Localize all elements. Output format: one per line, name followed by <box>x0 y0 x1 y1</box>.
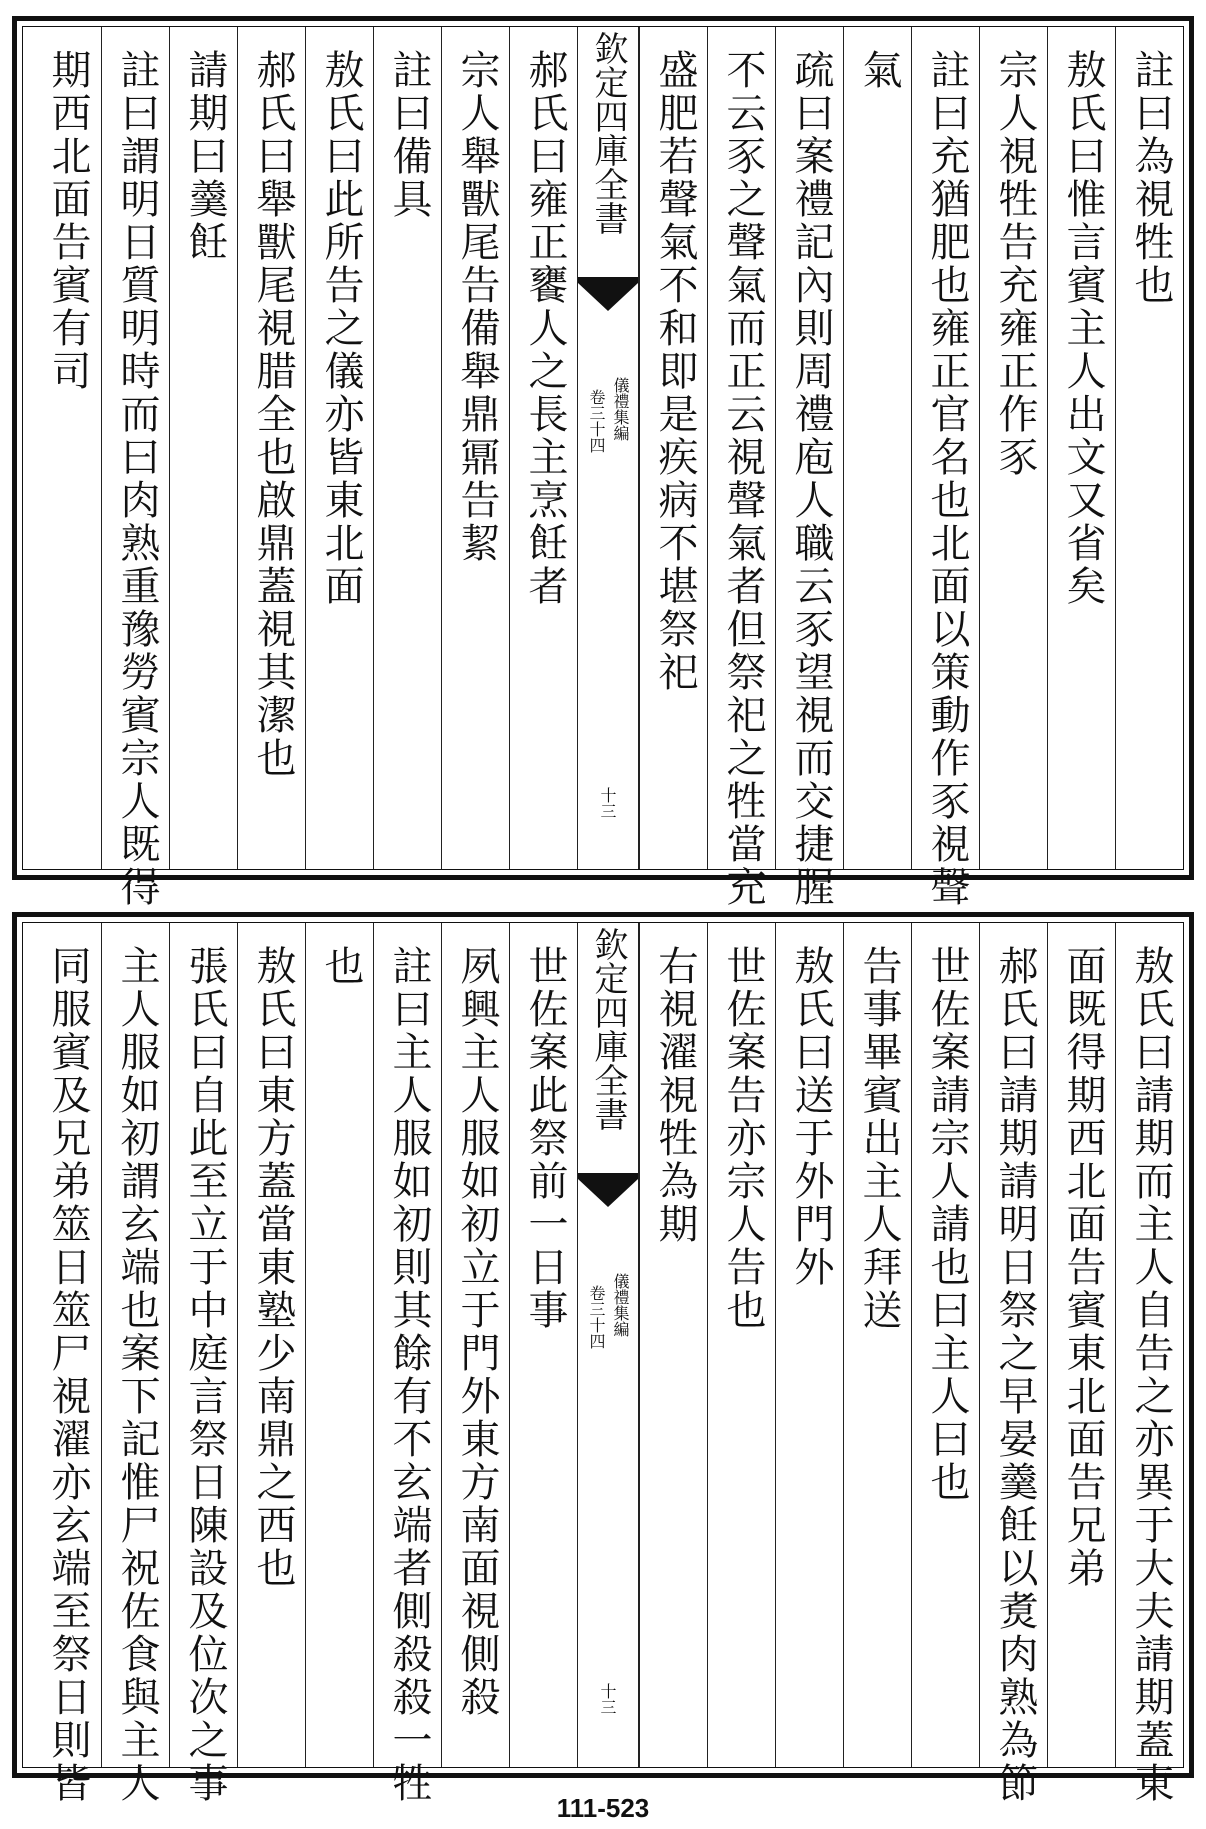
text-column <box>237 923 305 1767</box>
column-text: 盛肥若聲氣不和即是疾病不堪祭祀 <box>652 49 698 694</box>
fishtail-mark-icon <box>578 1173 638 1213</box>
column-text: 同服賓及兄弟筮日筮尸視濯亦玄端至祭日則皆 <box>45 945 91 1805</box>
text-column <box>843 923 911 1767</box>
text-column <box>911 27 979 909</box>
text-column <box>1115 923 1183 1805</box>
text-column <box>979 27 1047 869</box>
column-text: 疏曰案禮記內則周禮庖人職云豕望視而交捷腥 <box>788 49 834 909</box>
center-fold-band <box>577 27 639 869</box>
text-column <box>101 27 169 909</box>
top-page <box>12 16 1194 909</box>
column-text: 右視濯視牲為期 <box>652 945 698 1246</box>
text-column <box>373 923 441 1805</box>
fishtail-mark-icon <box>578 277 638 317</box>
column-text: 世佐案此祭前一日事 <box>522 945 568 1332</box>
column-text: 註曰為視牲也 <box>1128 49 1174 307</box>
text-column <box>707 27 775 909</box>
column-text: 期西北面告賓有司 <box>45 49 91 393</box>
column-text: 宗人舉獸尾告備舉鼎鼏告絜 <box>454 49 500 565</box>
text-column <box>305 27 373 869</box>
text-column <box>509 27 577 869</box>
center-fold-band <box>577 923 639 1767</box>
text-column <box>373 27 441 869</box>
column-text: 主人服如初謂玄端也案下記惟尸祝佐食與主人 <box>114 945 160 1805</box>
text-column <box>237 27 305 869</box>
text-column <box>169 923 237 1805</box>
column-text: 郝氏曰請期請明日祭之早晏羹飪以煑肉熟為節 <box>992 945 1038 1805</box>
text-column <box>101 923 169 1805</box>
text-column <box>639 27 707 869</box>
text-column <box>305 923 373 1767</box>
text-column <box>979 923 1047 1805</box>
column-text: 敖氏曰惟言賓主人出文又省矣 <box>1060 49 1106 608</box>
text-column <box>441 27 509 869</box>
text-column <box>1047 27 1115 869</box>
chapter-label: 卷三十四 <box>587 389 606 453</box>
column-text: 敖氏曰送于外門外 <box>788 945 834 1289</box>
text-column <box>441 923 509 1767</box>
text-column <box>33 923 101 1805</box>
folio-number: 十三 <box>598 1683 617 1715</box>
column-text: 夙興主人服如初立于門外東方南面視側殺 <box>454 945 500 1719</box>
volume-title: 儀禮集編 <box>611 377 630 441</box>
column-text: 註曰主人服如初則其餘有不玄端者側殺殺一牲 <box>386 945 432 1805</box>
column-text: 不云豕之聲氣而正云視聲氣者但祭祀之牲當充 <box>720 49 766 909</box>
text-column <box>169 27 237 869</box>
text-column <box>1115 27 1183 869</box>
column-text: 敖氏曰東方蓋當東塾少南鼎之西也 <box>250 945 296 1590</box>
bottom-page <box>12 912 1194 1805</box>
chapter-label: 卷三十四 <box>587 1285 606 1349</box>
column-text: 敖氏曰此所告之儀亦皆東北面 <box>318 49 364 608</box>
column-text: 註曰謂明日質明時而曰肉熟重豫勞賓宗人既得 <box>114 49 160 909</box>
book-title: 欽定四庫全書 <box>588 927 628 1131</box>
folio-number: 十三 <box>598 787 617 819</box>
text-column <box>639 923 707 1767</box>
column-text: 世佐案請宗人請也曰主人曰也 <box>924 945 970 1504</box>
column-text: 郝氏曰舉獸尾視腊全也啟鼎蓋視其潔也 <box>250 49 296 780</box>
column-text: 註曰充猶肥也雍正官名也北面以策動作豕視聲 <box>924 49 970 909</box>
text-column <box>707 923 775 1767</box>
volume-title: 儀禮集編 <box>611 1273 630 1337</box>
page-number: 111-523 <box>556 1793 650 1823</box>
text-column <box>843 27 911 869</box>
text-column <box>775 923 843 1767</box>
book-title: 欽定四庫全書 <box>588 31 628 235</box>
text-column <box>509 923 577 1767</box>
column-text: 也 <box>318 945 364 988</box>
column-text: 世佐案告亦宗人告也 <box>720 945 766 1332</box>
column-text: 氣 <box>856 49 902 92</box>
text-column <box>775 27 843 909</box>
column-text: 面既得期西北面告賓東北面告兄弟 <box>1060 945 1106 1590</box>
text-column <box>33 27 101 869</box>
column-text: 請期曰羹飪 <box>182 49 228 264</box>
column-text: 註曰備具 <box>386 49 432 221</box>
text-column <box>911 923 979 1767</box>
column-text: 張氏曰自此至立于中庭言祭日陳設及位次之事 <box>182 945 228 1805</box>
text-column <box>1047 923 1115 1767</box>
column-text: 郝氏曰雍正饔人之長主烹飪者 <box>522 49 568 608</box>
column-text: 宗人視牲告充雍正作豕 <box>992 49 1038 479</box>
column-text: 敖氏曰請期而主人自告之亦異于大夫請期蓋東 <box>1128 945 1174 1805</box>
column-text: 告事畢賓出主人拜送 <box>856 945 902 1332</box>
